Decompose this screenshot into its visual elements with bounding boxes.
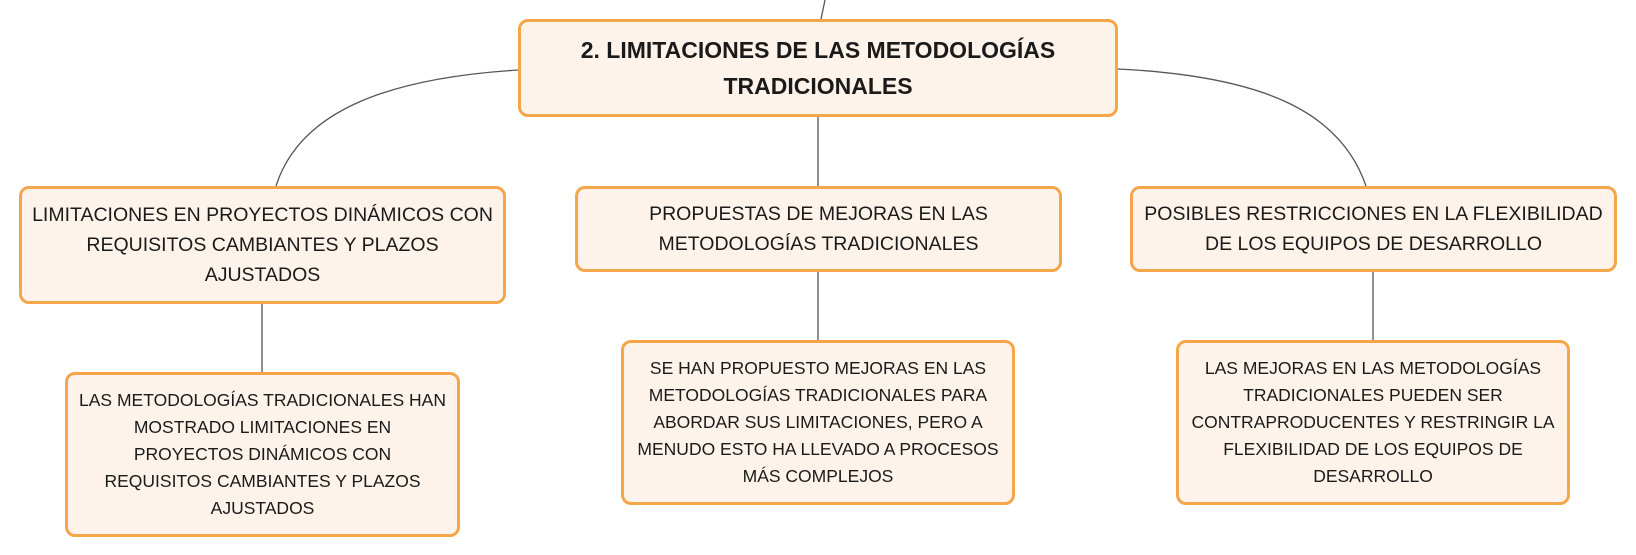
branch-node-label: PROPUESTAS DE MEJORAS EN LAS METODOLOGÍAS TRADICIONALES	[649, 203, 988, 255]
detail-node-text: LAS MEJORAS EN LAS METODOLOGÍAS TRADICIONALES PUEDEN SER CONTRAPRODUCENTES Y RESTRINGIR LA FLEXIBILIDAD DE LOS EQUIPOS DE DESARROLLO	[1191, 358, 1555, 486]
branch-node-propuestas[interactable]	[575, 186, 1062, 272]
detail-node-restricciones[interactable]	[1176, 340, 1570, 505]
detail-node-text: LAS METODOLOGÍAS TRADICIONALES HAN MOSTRADO LIMITACIONES EN PROYECTOS DINÁMICOS CON REQUISITOS CAMBIANTES Y PLAZOS AJUSTADOS	[79, 390, 446, 518]
branch-node-label: POSIBLES RESTRICCIONES EN LA FLEXIBILIDAD DE LOS EQUIPOS DE DESARROLLO	[1144, 203, 1603, 255]
connector-root-to-left	[276, 70, 518, 186]
branch-node-label: LIMITACIONES EN PROYECTOS DINÁMICOS CON REQUISITOS CAMBIANTES Y PLAZOS AJUSTADOS	[32, 204, 493, 286]
branch-node-limitaciones[interactable]	[19, 186, 506, 304]
root-node-title: 2. LIMITACIONES DE LAS METODOLOGÍAS TRADICIONALES	[580, 37, 1056, 99]
detail-node-limitaciones[interactable]	[65, 372, 460, 537]
root-node[interactable]	[518, 19, 1118, 117]
detail-node-text: SE HAN PROPUESTO MEJORAS EN LAS METODOLOGÍAS TRADICIONALES PARA ABORDAR SUS LIMITACIONES, PERO A MENUDO ESTO HA LLEVADO A PROCESOS MÁS COMPLEJOS	[637, 358, 999, 486]
connector-parent-to-root	[821, 0, 825, 19]
detail-node-propuestas[interactable]	[621, 340, 1015, 505]
connector-root-to-right	[1118, 69, 1366, 186]
branch-node-restricciones[interactable]	[1130, 186, 1617, 272]
